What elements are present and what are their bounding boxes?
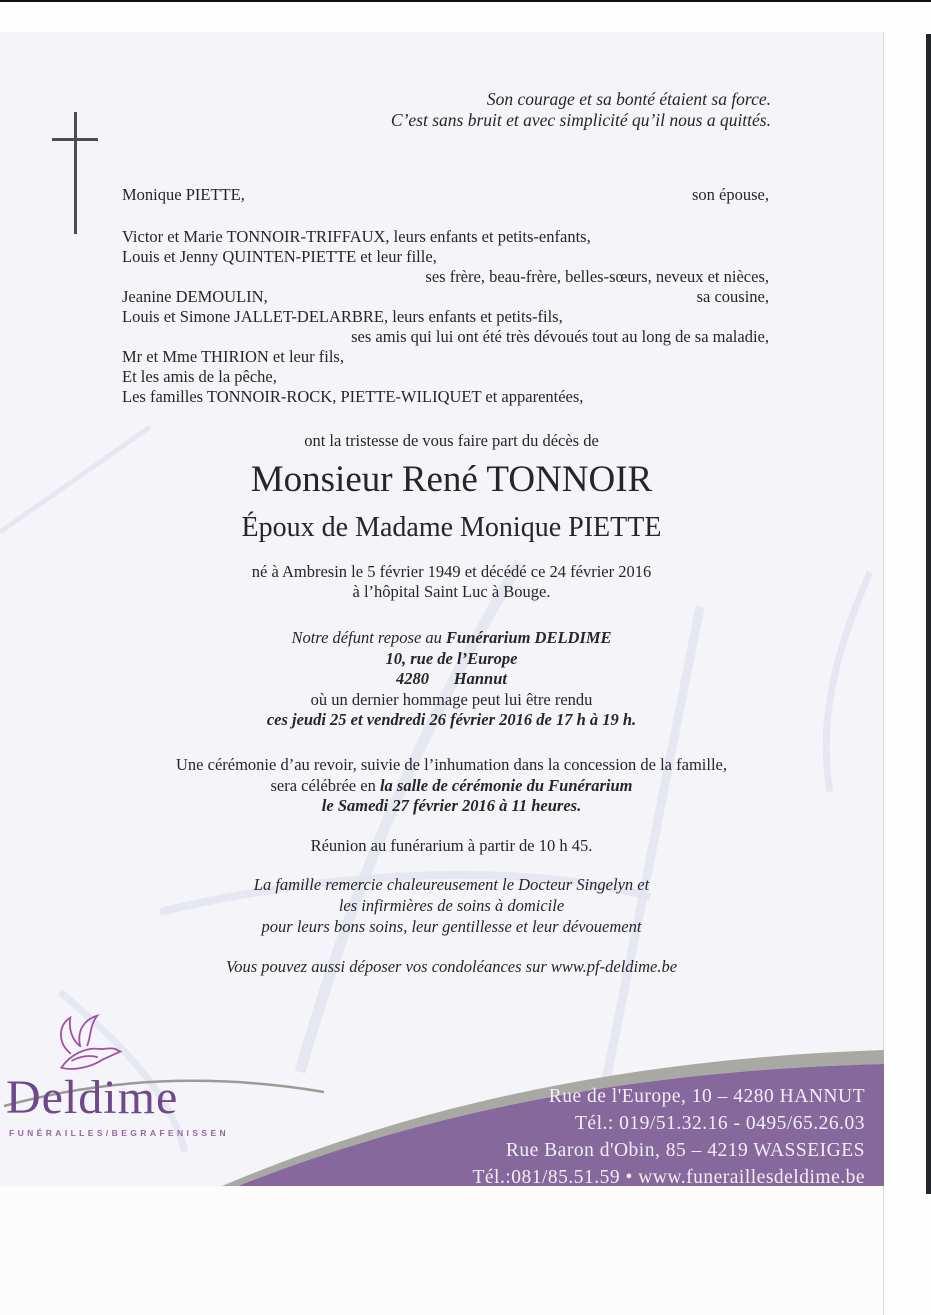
family-row xyxy=(122,247,769,267)
family-member: Les familles TONNOIR-ROCK, PIETTE-WILIQUET et apparentées, xyxy=(122,387,584,406)
family-member: Mr et Mme THIRION et leur fils, xyxy=(122,347,344,366)
cross-icon xyxy=(52,112,102,234)
announcement-line: ont la tristesse de vous faire part du décès de xyxy=(304,431,599,450)
family-row xyxy=(122,227,769,247)
ceremony-details xyxy=(20,755,883,817)
funerarium-name: Funérarium DELDIME xyxy=(446,628,612,647)
repose-line xyxy=(20,628,883,649)
thanks-line: pour leurs bons soins, leur gentillesse et leur dévouement xyxy=(261,917,642,936)
birth-death-details xyxy=(20,562,883,602)
family-row xyxy=(122,267,769,287)
family-member: Monique PIETTE, xyxy=(122,185,245,204)
condolences-line: Vous pouvez aussi déposer vos condoléances sur www.pf-deldime.be xyxy=(225,957,678,976)
contact-line-phone-website: Tél.:081/85.51.59 • www.funeraillesdeldime.be xyxy=(472,1167,865,1188)
ceremony-plain: sera célébrée en xyxy=(270,775,380,795)
contact-line-address-wasseiges: Rue Baron d'Obin, 85 – 4219 WASSEIGES xyxy=(505,1140,865,1161)
hommage-line: où un dernier hommage peut lui être rendu xyxy=(310,689,593,709)
repose-details xyxy=(20,628,883,731)
family-member: Et les amis de la pêche, xyxy=(122,367,277,386)
deceased-spouse-line: Époux de Madame Monique PIETTE xyxy=(241,512,662,543)
funerarium-street: 10, rue de l’Europe xyxy=(385,648,518,668)
relation-label: ses amis qui lui ont été très dévoués tout au long de sa maladie, xyxy=(351,327,769,346)
thanks-line: La famille remercie chaleureusement le Docteur Singelyn et xyxy=(253,875,650,894)
thanks-section xyxy=(20,874,883,937)
family-row xyxy=(122,185,769,205)
family-row xyxy=(122,347,769,367)
reunion-line: Réunion au funérarium à partir de 10 h 45. xyxy=(310,836,593,855)
family-row xyxy=(122,387,769,407)
relation-label: ses frère, beau-frère, belles-sœurs, neveux et nièces, xyxy=(425,267,769,286)
family-row xyxy=(122,367,769,387)
epitaph-quote-line: C’est sans bruit et avec simplicité qu’il nous a quittés. xyxy=(390,110,771,130)
family-row xyxy=(122,287,769,307)
epitaph-quote xyxy=(391,89,771,131)
ceremony-line xyxy=(20,776,883,797)
relation-label: son épouse, xyxy=(692,185,769,204)
funerarium-city: 4280 Hannut xyxy=(396,669,507,688)
birth-death-line: né à Ambresin le 5 février 1949 et décédé ce 24 février 2016 xyxy=(251,562,652,581)
ceremony-location: la salle de cérémonie du Funérarium xyxy=(379,775,633,795)
ceremony-line: Une cérémonie d’au revoir, suivie de l’inhumation dans la concession de la famille, xyxy=(176,755,727,774)
contact-line-address-hannut: Rue de l'Europe, 10 – 4280 HANNUT xyxy=(548,1086,865,1107)
family-row xyxy=(122,327,769,347)
visiting-dates: ces jeudi 25 et vendredi 26 février 2016 de 17 h à 19 h. xyxy=(266,710,637,729)
deceased-name: Monsieur René TONNOIR xyxy=(250,459,653,500)
family-list xyxy=(122,185,769,407)
footer-contact-info xyxy=(472,1083,865,1191)
scan-top-edge xyxy=(0,0,931,2)
contact-line-phone-hannut: Tél.: 019/51.32.16 - 0495/65.26.03 xyxy=(575,1113,865,1134)
family-member: Jeanine DEMOULIN, xyxy=(122,287,268,306)
cross-horizontal-bar xyxy=(52,138,98,141)
relation-label: sa cousine, xyxy=(696,287,769,306)
logo-wordmark: Deldime xyxy=(6,1071,179,1124)
memorial-card-page xyxy=(0,32,884,1315)
scan-right-edge xyxy=(926,34,931,1194)
family-member: Louis et Jenny QUINTEN-PIETTE et leur fille, xyxy=(122,247,437,266)
epitaph-quote-line: Son courage et sa bonté étaient sa force. xyxy=(486,89,771,109)
thanks-line: les infirmières de soins à domicile xyxy=(338,896,565,915)
family-member: Victor et Marie TONNOIR-TRIFFAUX, leurs enfants et petits-enfants, xyxy=(122,227,591,246)
birth-death-line: à l’hôpital Saint Luc à Bouge. xyxy=(352,582,551,601)
family-row xyxy=(122,307,769,327)
logo-tagline: FUNÉRAILLES/BEGRAFENISSEN xyxy=(9,1128,230,1138)
cross-vertical-bar xyxy=(74,112,77,234)
spacer xyxy=(122,205,769,227)
page-bottom-margin xyxy=(0,1186,883,1315)
repose-intro: Notre défunt repose au xyxy=(291,628,447,647)
family-member: Louis et Simone JALLET-DELARBRE, leurs enfants et petits-fils, xyxy=(122,307,563,326)
ceremony-date: le Samedi 27 février 2016 à 11 heures. xyxy=(321,796,582,815)
